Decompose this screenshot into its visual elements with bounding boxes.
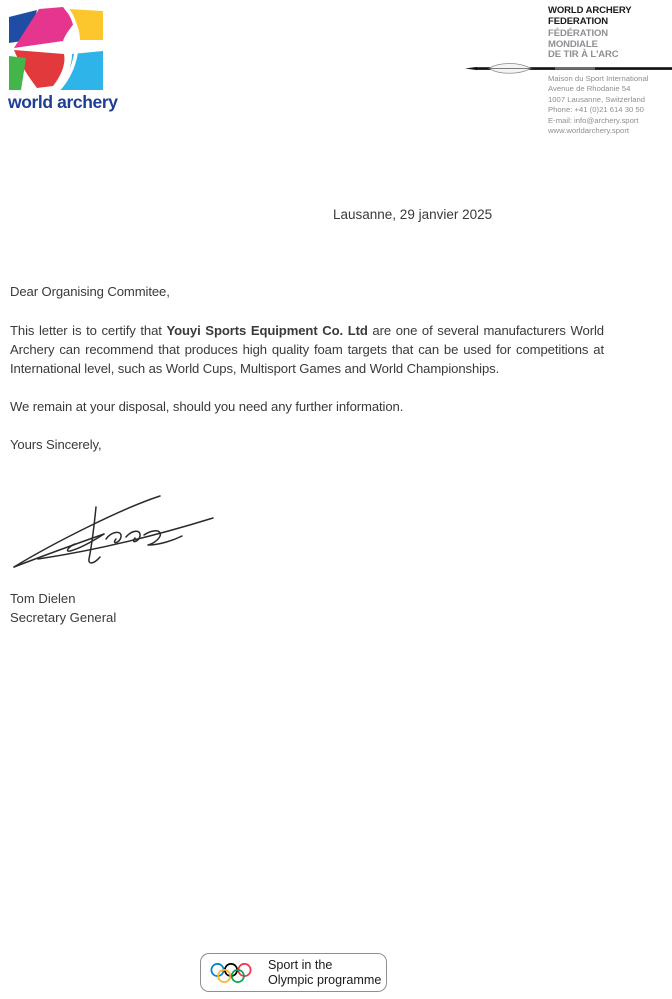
dateline: Lausanne, 29 janvier 2025 (333, 207, 493, 222)
world-archery-wordmark: world archery (8, 92, 118, 112)
signature-image (8, 487, 216, 577)
signer-block (10, 589, 116, 627)
org-name-line: WORLD ARCHERY (548, 5, 632, 16)
address-line: Maison du Sport International (548, 74, 649, 83)
org-name-line: FEDERATION (548, 15, 609, 27)
org-name-fr-line: FÉDÉRATION (548, 28, 609, 39)
org-name-french (548, 29, 619, 61)
address-line: 1007 Lausanne, Switzerland (548, 94, 646, 104)
certify-suffix: are one of several manufacturers World Archery can recommend that produces high quality foam targets that can be used for competitions at International level, such as World Cups, Multisport Games and World Championships. (10, 323, 604, 376)
badge-text-line: Olympic programme (268, 972, 382, 987)
certification-paragraph (10, 321, 604, 378)
olympic-rings-icon (209, 960, 259, 986)
address-line: Phone: +41 (0)21 614 30 50 (548, 105, 644, 115)
signer-title: Secretary General (10, 610, 117, 625)
company-name: Youyi Sports Equipment Co. Ltd (166, 323, 368, 338)
address-line: www.worldarchery.sport (548, 126, 630, 136)
signer-name: Tom Dielen (10, 591, 76, 606)
disposal-paragraph: We remain at your disposal, should you need any further information. (10, 399, 404, 414)
org-address (548, 74, 648, 136)
org-name-fr-line: DE TIR À L'ARC (548, 49, 619, 60)
address-line: E-mail: info@archery.sport (548, 115, 639, 125)
address-line: Avenue de Rhodanie 54 (548, 84, 631, 94)
world-archery-logo-icon (8, 7, 104, 93)
letter-body (10, 282, 604, 473)
org-name-fr-line: MONDIALE (548, 38, 598, 50)
org-name-english (548, 6, 632, 27)
badge-text (268, 958, 381, 987)
olympic-programme-badge (200, 953, 387, 992)
badge-text-line: Sport in the (268, 958, 333, 972)
salutation: Dear Organising Commitee, (10, 284, 170, 299)
closing: Yours Sincerely, (10, 437, 102, 452)
certify-prefix: This letter is to certify that (10, 323, 167, 338)
